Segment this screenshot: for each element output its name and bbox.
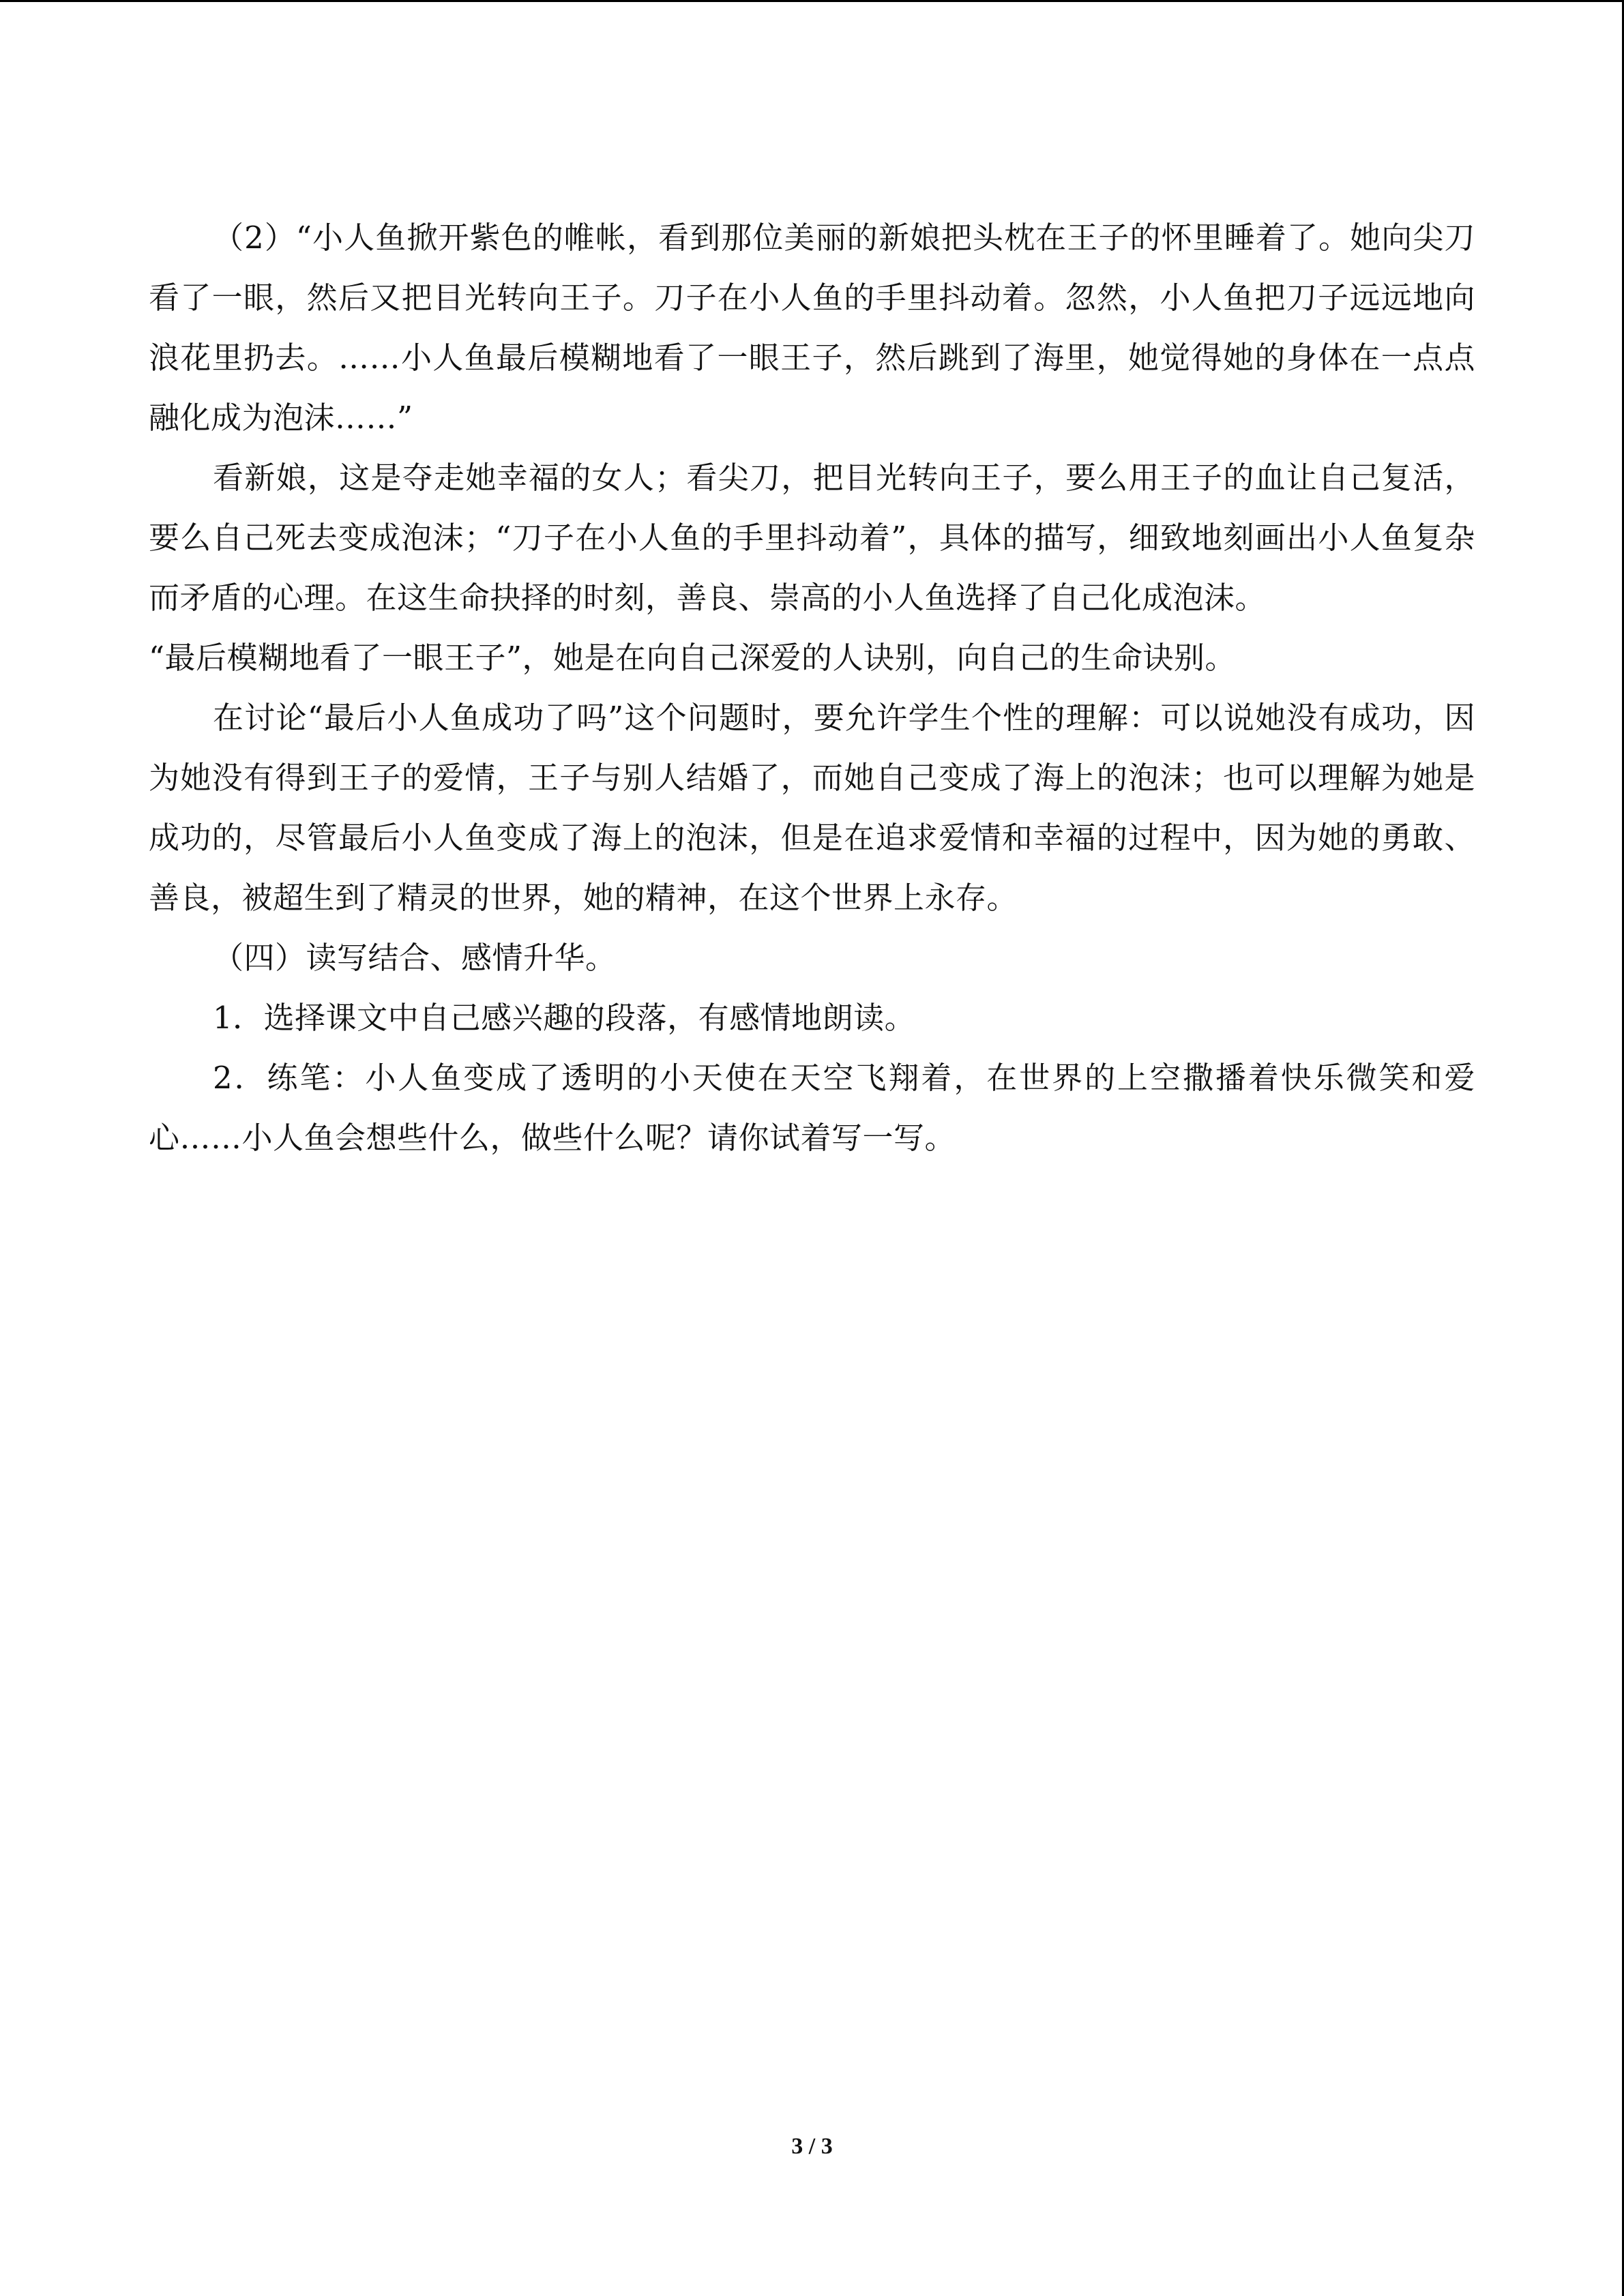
quoted-passage-paragraph: （2）“小人鱼掀开紫色的帷帐，看到那位美丽的新娘把头枕在王子的怀里睡着了。她向尖刀看了一眼，然后又把目光转向王子。刀子在小人鱼的手里抖动着。忽然，小人鱼把刀子远远地向浪花里扔去。……小人鱼最后模糊地看了一眼王子，然后跳到了海里，她觉得她的身体在一点点融化成为泡沫……” [149,220,1475,436]
page-number: 3 / 3 [791,2134,833,2159]
discussion-paragraph: 在讨论“最后小人鱼成功了吗”这个问题时，要允许学生个性的理解：可以说她没有成功，因为她没有得到王子的爱情，王子与别人结婚了，而她自己变成了海上的泡沫；也可以理解为她是成功的，尽管最后小人鱼变成了海上的泡沫，但是在追求爱情和幸福的过程中，因为她的勇敢、善良，被超生到了精灵的世界，她的精神，在这个世界上永存。 [149,700,1475,916]
section-heading-four: （四）读写结合、感情升华。 [213,940,617,976]
analysis-paragraph-2: “最后模糊地看了一眼王子”，她是在向自己深爱的人诀别，向自己的生命诀别。 [149,640,1237,676]
analysis-paragraph-1: 看新娘，这是夺走她幸福的女人；看尖刀，把目光转向王子，要么用王子的血让自己复活，要么自己死去变成泡沫；“刀子在小人鱼的手里抖动着”，具体的描写，细致地刻画出小人鱼复杂而矛盾的心理。在这生命抉择的时刻，善良、崇高的小人鱼选择了自己化成泡沫。 [149,460,1475,616]
task-item-2: 2．练笔：小人鱼变成了透明的小天使在天空飞翔着，在世界的上空撒播着快乐微笑和爱心……小人鱼会想些什么，做些什么呢？请你试着写一写。 [149,1060,1475,1156]
document-body [149,208,1475,1168]
page-top-border [0,0,1624,2]
task-item-1: 1．选择课文中自己感兴趣的段落，有感情地朗读。 [213,1000,916,1036]
